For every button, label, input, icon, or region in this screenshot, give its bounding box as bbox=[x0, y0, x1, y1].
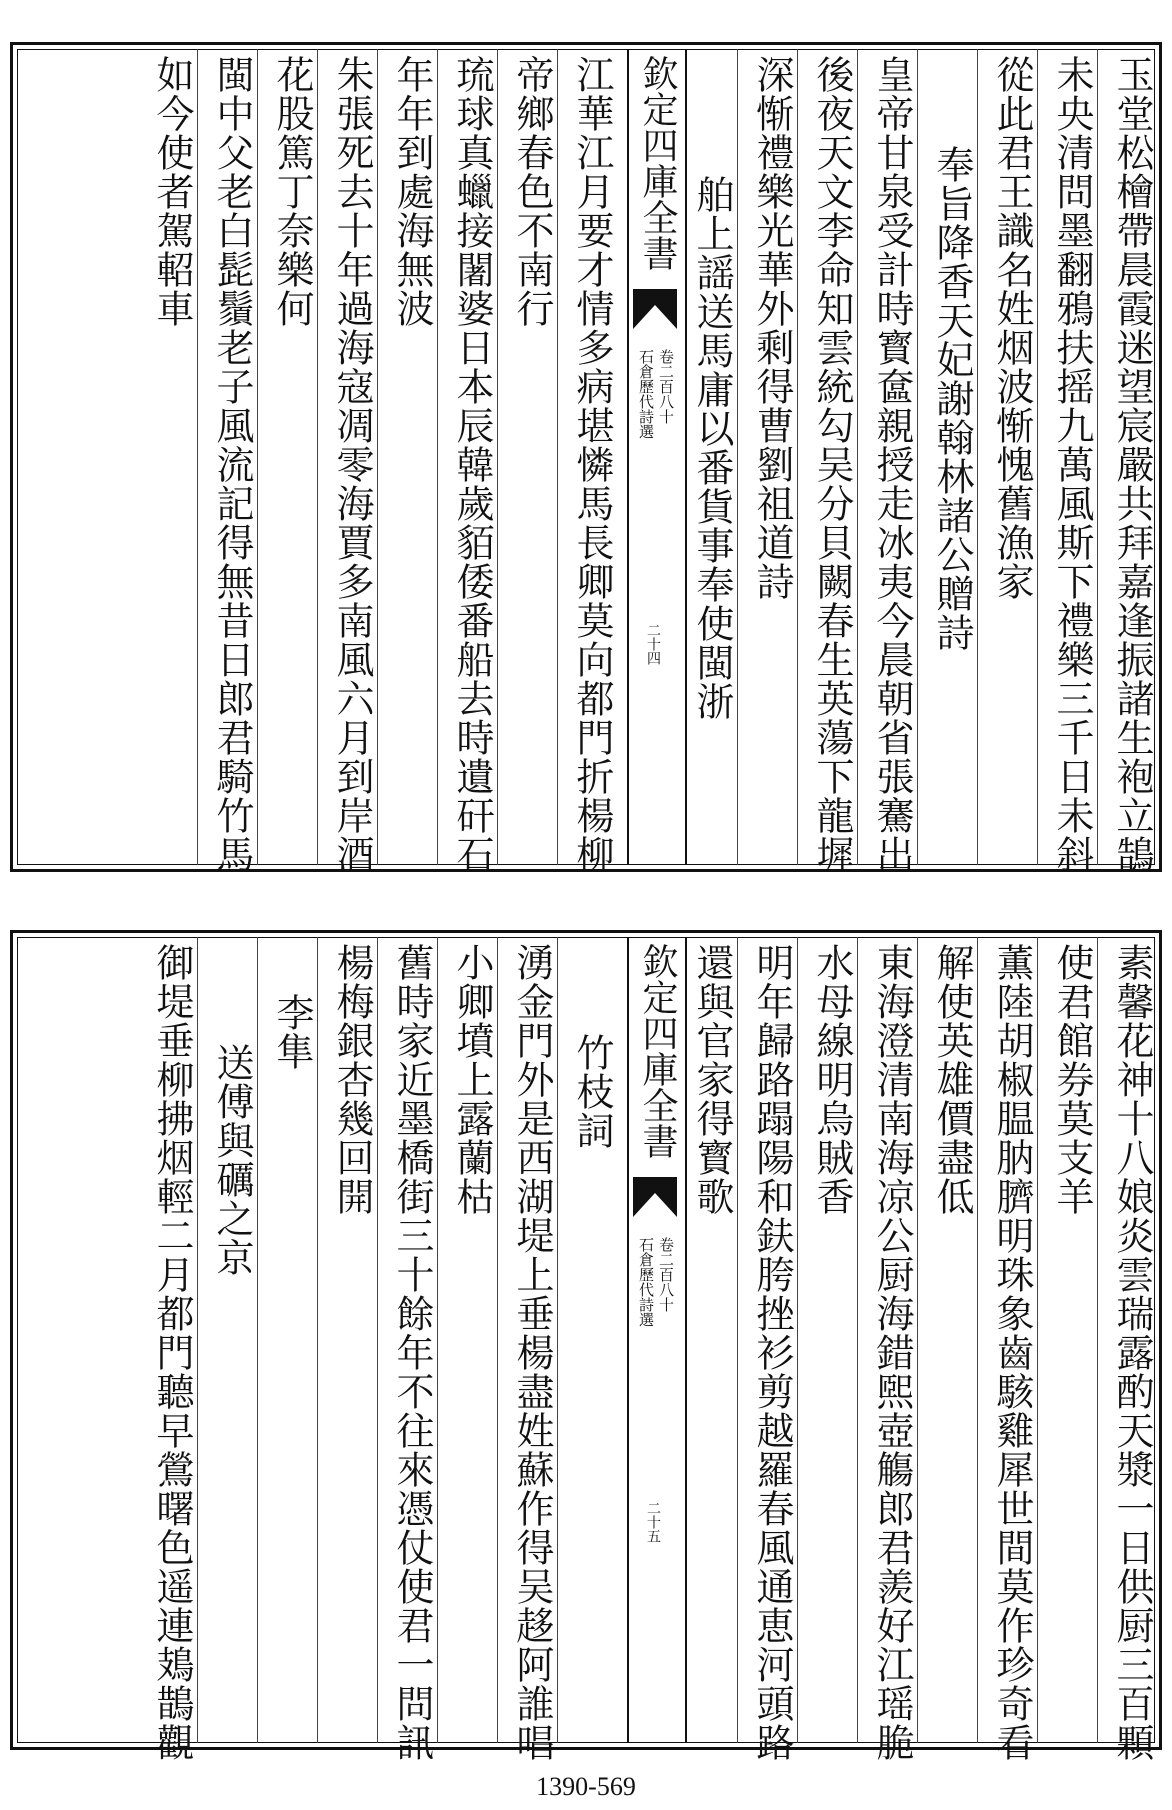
column-rule bbox=[497, 937, 498, 1743]
column-rule bbox=[317, 49, 318, 865]
column-rule bbox=[797, 49, 798, 865]
column-rule bbox=[1097, 937, 1098, 1743]
column-rule bbox=[857, 49, 858, 865]
column-rule bbox=[257, 49, 258, 865]
column-rule bbox=[437, 49, 438, 865]
fish-tail-mark-icon bbox=[633, 1177, 677, 1217]
column-rule bbox=[377, 49, 378, 865]
text-column: 閩中父老白髭鬚老子風流記得無昔日郎君騎竹馬 bbox=[210, 55, 254, 874]
text-column: 湧金門外是西湖堤上垂楊盡姓蘇作得吴趍阿誰唱 bbox=[510, 943, 554, 1762]
column-rule bbox=[1037, 937, 1038, 1743]
text-column: 解使英雄價盡低 bbox=[930, 943, 974, 1216]
book-page-lower bbox=[10, 930, 1162, 1762]
page-number: 二十四 bbox=[645, 623, 661, 665]
poem-title: 舶上謡送馬庸以番貨事奉使閩浙 bbox=[690, 175, 734, 721]
column-rule bbox=[797, 937, 798, 1743]
footer-page-reference: 1390-569 bbox=[536, 1772, 636, 1801]
text-column: 薫陸胡椒腽肭臍明珠象齒駭雞犀世間莫作珍奇看 bbox=[990, 943, 1034, 1762]
text-column: 御堤垂柳拂烟輕二月都門聽早鶯曙色遥連鳷鵲觀 bbox=[150, 943, 194, 1762]
column-rule bbox=[557, 937, 558, 1743]
text-column: 明年歸路蹋陽和鈇胯挫衫剪越羅春風通恵河頭路 bbox=[750, 943, 794, 1762]
text-column: 素馨花神十八娘炎雲瑞露酌天漿一日供厨三百顆 bbox=[1110, 943, 1154, 1762]
column-rule bbox=[257, 937, 258, 1743]
book-title: 欽定四庫全書 bbox=[637, 55, 678, 271]
text-column: 水母線明烏賊香 bbox=[810, 943, 854, 1216]
series-info: 石倉歷代詩選 bbox=[637, 349, 655, 439]
column-rule bbox=[977, 49, 978, 865]
text-column: 玉堂松檜帶晨霞迷望宸嚴共拜嘉逢振諸生袍立鵠 bbox=[1110, 55, 1154, 874]
text-column: 從此君王識名姓烟波惭愧舊漁家 bbox=[990, 55, 1034, 601]
column-rule bbox=[437, 937, 438, 1743]
text-column: 年年到處海無波 bbox=[390, 55, 434, 328]
text-column: 使君館券莫支羊 bbox=[1050, 943, 1094, 1216]
text-column: 未央清問墨翻鴉扶摇九萬風斯下禮樂三千日未斜 bbox=[1050, 55, 1094, 874]
column-rule bbox=[917, 937, 918, 1743]
text-column: 帝鄉春色不南行 bbox=[510, 55, 554, 328]
column-rule bbox=[977, 937, 978, 1743]
text-column: 舊時家近墨橋街三十餘年不往來憑仗使君一問訊 bbox=[390, 943, 434, 1762]
volume-label: 卷二百八十 bbox=[657, 1237, 675, 1312]
text-column: 朱張死去十年過海寇凋零海賈多南風六月到岸酒 bbox=[330, 55, 374, 874]
page-number: 二十五 bbox=[645, 1501, 661, 1543]
text-column: 江華江月要才情多病堪憐馬長卿莫向都門折楊柳 bbox=[570, 55, 614, 874]
column-rule bbox=[917, 49, 918, 865]
text-column: 還與官家得寳歌 bbox=[690, 943, 734, 1216]
column-rule bbox=[377, 937, 378, 1743]
column-rule bbox=[197, 49, 198, 865]
text-column: 楊梅銀杏幾回開 bbox=[330, 943, 374, 1216]
book-page-upper bbox=[10, 42, 1162, 872]
text-column: 琉球真蠟接闍婆日本辰韓歲貊倭番船去時遺矸石 bbox=[450, 55, 494, 874]
text-column: 深惭禮樂光華外剩得曹劉祖道詩 bbox=[750, 55, 794, 601]
center-fold bbox=[627, 937, 687, 1743]
text-column: 小卿墳上露蘭枯 bbox=[450, 943, 494, 1216]
column-rule bbox=[737, 49, 738, 865]
column-rule bbox=[557, 49, 558, 865]
text-column: 皇帝甘泉受計時寳奩親授走冰夷今晨朝省張騫出 bbox=[870, 55, 914, 874]
poem-title: 送傅與礪之京 bbox=[210, 1043, 254, 1277]
text-column: 花股篤丁奈樂何 bbox=[270, 55, 314, 328]
series-info: 石倉歷代詩選 bbox=[637, 1237, 655, 1327]
column-rule bbox=[497, 49, 498, 865]
poem-title: 竹枝詞 bbox=[570, 1033, 614, 1150]
column-rule bbox=[1097, 49, 1098, 865]
column-rule bbox=[737, 937, 738, 1743]
column-rule bbox=[197, 937, 198, 1743]
author-name: 李隼 bbox=[270, 993, 314, 1071]
book-title: 欽定四庫全書 bbox=[637, 943, 678, 1159]
column-rule bbox=[1037, 49, 1038, 865]
poem-title: 奉旨降香天妃謝翰林諸公贈詩 bbox=[930, 145, 974, 652]
column-rule bbox=[317, 937, 318, 1743]
text-column: 東海澄清南海凉公厨海錯煕壺觴郎君羨好江瑶脆 bbox=[870, 943, 914, 1762]
column-rule bbox=[857, 937, 858, 1743]
fish-tail-mark-icon bbox=[633, 289, 677, 329]
volume-label: 卷二百八十 bbox=[657, 349, 675, 424]
text-column: 後夜天文李命知雲統勾吴分貝闕春生英蕩下龍墀 bbox=[810, 55, 854, 874]
text-column: 如今使者駕軺車 bbox=[150, 55, 194, 328]
center-fold bbox=[627, 49, 687, 865]
